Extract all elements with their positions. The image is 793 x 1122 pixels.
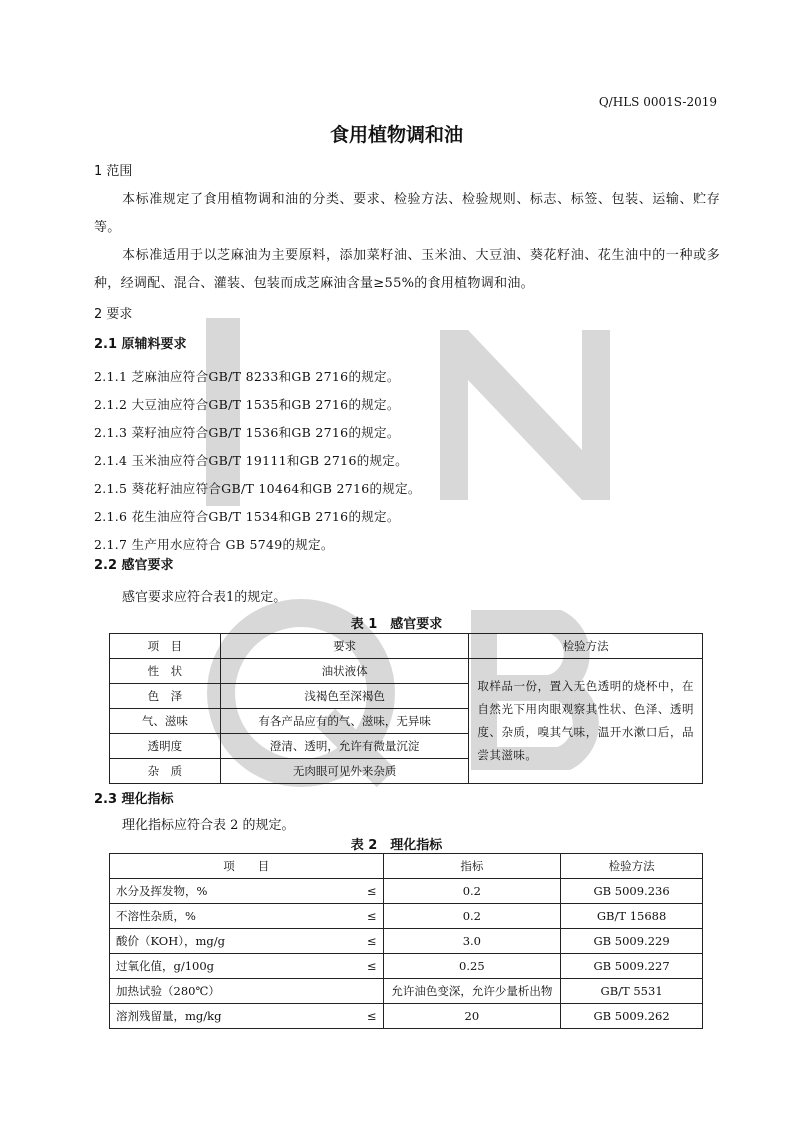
- operator: ≤: [366, 959, 377, 973]
- operator: ≤: [366, 884, 377, 898]
- standard-code: Q/HLS 0001S-2019: [598, 95, 717, 109]
- operator: ≤: [366, 934, 377, 948]
- scope-paragraph-2: 本标准适用于以芝麻油为主要原料，添加菜籽油、玉米油、大豆油、葵花籽油、花生油中的一种或多种，经调配、混合、灌装、包装而成芝麻油含量≥55%的食用植物调和油。: [94, 248, 720, 291]
- table-cell-item: [110, 954, 384, 979]
- operator: ≤: [366, 909, 377, 923]
- table-cell-method: GB/T 5531: [561, 979, 703, 1004]
- sensory-table: [109, 633, 703, 784]
- item-name: 加热试验（280℃）: [116, 984, 220, 998]
- physicochemical-table: [109, 853, 703, 1029]
- table-cell-item: 杂 质: [110, 759, 221, 784]
- table-cell-method: GB 5009.229: [561, 929, 703, 954]
- table-row: [110, 979, 703, 1004]
- item-name: 水分及挥发物，%: [116, 884, 208, 898]
- table-header-cell: 项 目: [110, 854, 384, 879]
- table-cell-item: [110, 1004, 384, 1029]
- table-cell-item: 气、滋味: [110, 709, 221, 734]
- item-name: 酸价（KOH），mg/g: [116, 934, 225, 948]
- table-cell-item: [110, 904, 384, 929]
- requirement-item: 2.1.4 玉米油应符合GB/T 19111和GB 2716的规定。: [94, 453, 408, 468]
- table-cell-value: 允许油色变深，允许少量析出物: [383, 979, 561, 1004]
- table-header-cell: 检验方法: [469, 634, 703, 659]
- table-cell-requirement: 油状液体: [220, 659, 469, 684]
- table-1-caption: 表 1 感官要求: [350, 617, 443, 632]
- table-cell-requirement: 无肉眼可见外来杂质: [220, 759, 469, 784]
- item-name: 不溶性杂质，%: [116, 909, 196, 923]
- item-name: 溶剂残留量，mg/kg: [116, 1009, 222, 1023]
- table-cell-requirement: 澄清、透明，允许有微量沉淀: [220, 734, 469, 759]
- table-cell-method: GB 5009.236: [561, 879, 703, 904]
- table-cell-value: 0.25: [383, 954, 561, 979]
- table-cell-value: 20: [383, 1004, 561, 1029]
- section-2-1-heading: 2.1 原辅料要求: [94, 337, 187, 352]
- table-cell-item: 性 状: [110, 659, 221, 684]
- table-cell-value: 3.0: [383, 929, 561, 954]
- section-1-heading: 1 范围: [94, 164, 133, 179]
- table-header-row: [110, 634, 703, 659]
- table-row: [110, 659, 703, 684]
- table-cell-value: 0.2: [383, 879, 561, 904]
- table-row: [110, 904, 703, 929]
- table-cell-method: GB 5009.227: [561, 954, 703, 979]
- table-cell-method: GB/T 15688: [561, 904, 703, 929]
- section-2-2-heading: 2.2 感官要求: [94, 558, 174, 573]
- scope-paragraph-1: 本标准规定了食用植物调和油的分类、要求、检验方法、检验规则、标志、标签、包装、运输、贮存等。: [94, 192, 720, 235]
- section-2-2-text: 感官要求应符合表1的规定。: [122, 590, 287, 605]
- table-row: [110, 954, 703, 979]
- table-header-cell: 检验方法: [561, 854, 703, 879]
- requirement-item: 2.1.3 菜籽油应符合GB/T 1536和GB 2716的规定。: [94, 425, 400, 440]
- table-row: [110, 1004, 703, 1029]
- table-cell-item: [110, 879, 384, 904]
- table-cell-item: [110, 979, 384, 1004]
- section-2-3-text: 理化指标应符合表 2 的规定。: [122, 818, 295, 833]
- table-cell-requirement: 浅褐色至深褐色: [220, 684, 469, 709]
- section-2-heading: 2 要求: [94, 307, 133, 322]
- table-2-caption: 表 2 理化指标: [350, 838, 443, 853]
- requirement-item: 2.1.7 生产用水应符合 GB 5749的规定。: [94, 537, 334, 552]
- table-cell-method: GB 5009.262: [561, 1004, 703, 1029]
- table-header-cell: 指标: [383, 854, 561, 879]
- table-header-cell: 要求: [220, 634, 469, 659]
- document-title: 食用植物调和油: [329, 124, 463, 146]
- table-cell-item: 透明度: [110, 734, 221, 759]
- table-cell-method: 取样品一份，置入无色透明的烧杯中，在自然光下用肉眼观察其性状、色泽、透明度、杂质，嗅其气味，温开水漱口后，品尝其滋味。: [469, 659, 703, 784]
- table-row: [110, 929, 703, 954]
- table-header-row: [110, 854, 703, 879]
- requirement-item: 2.1.2 大豆油应符合GB/T 1535和GB 2716的规定。: [94, 397, 400, 412]
- table-cell-item: 色 泽: [110, 684, 221, 709]
- table-cell-requirement: 有各产品应有的气、滋味，无异味: [220, 709, 469, 734]
- item-name: 过氧化值，g/100g: [116, 959, 215, 973]
- requirement-item: 2.1.1 芝麻油应符合GB/T 8233和GB 2716的规定。: [94, 369, 400, 384]
- table-cell-value: 0.2: [383, 904, 561, 929]
- table-row: [110, 879, 703, 904]
- requirement-item: 2.1.5 葵花籽油应符合GB/T 10464和GB 2716的规定。: [94, 481, 421, 496]
- table-cell-item: [110, 929, 384, 954]
- requirement-item: 2.1.6 花生油应符合GB/T 1534和GB 2716的规定。: [94, 509, 400, 524]
- table-header-cell: 项 目: [110, 634, 221, 659]
- operator: ≤: [366, 1009, 377, 1023]
- section-2-3-heading: 2.3 理化指标: [94, 792, 174, 807]
